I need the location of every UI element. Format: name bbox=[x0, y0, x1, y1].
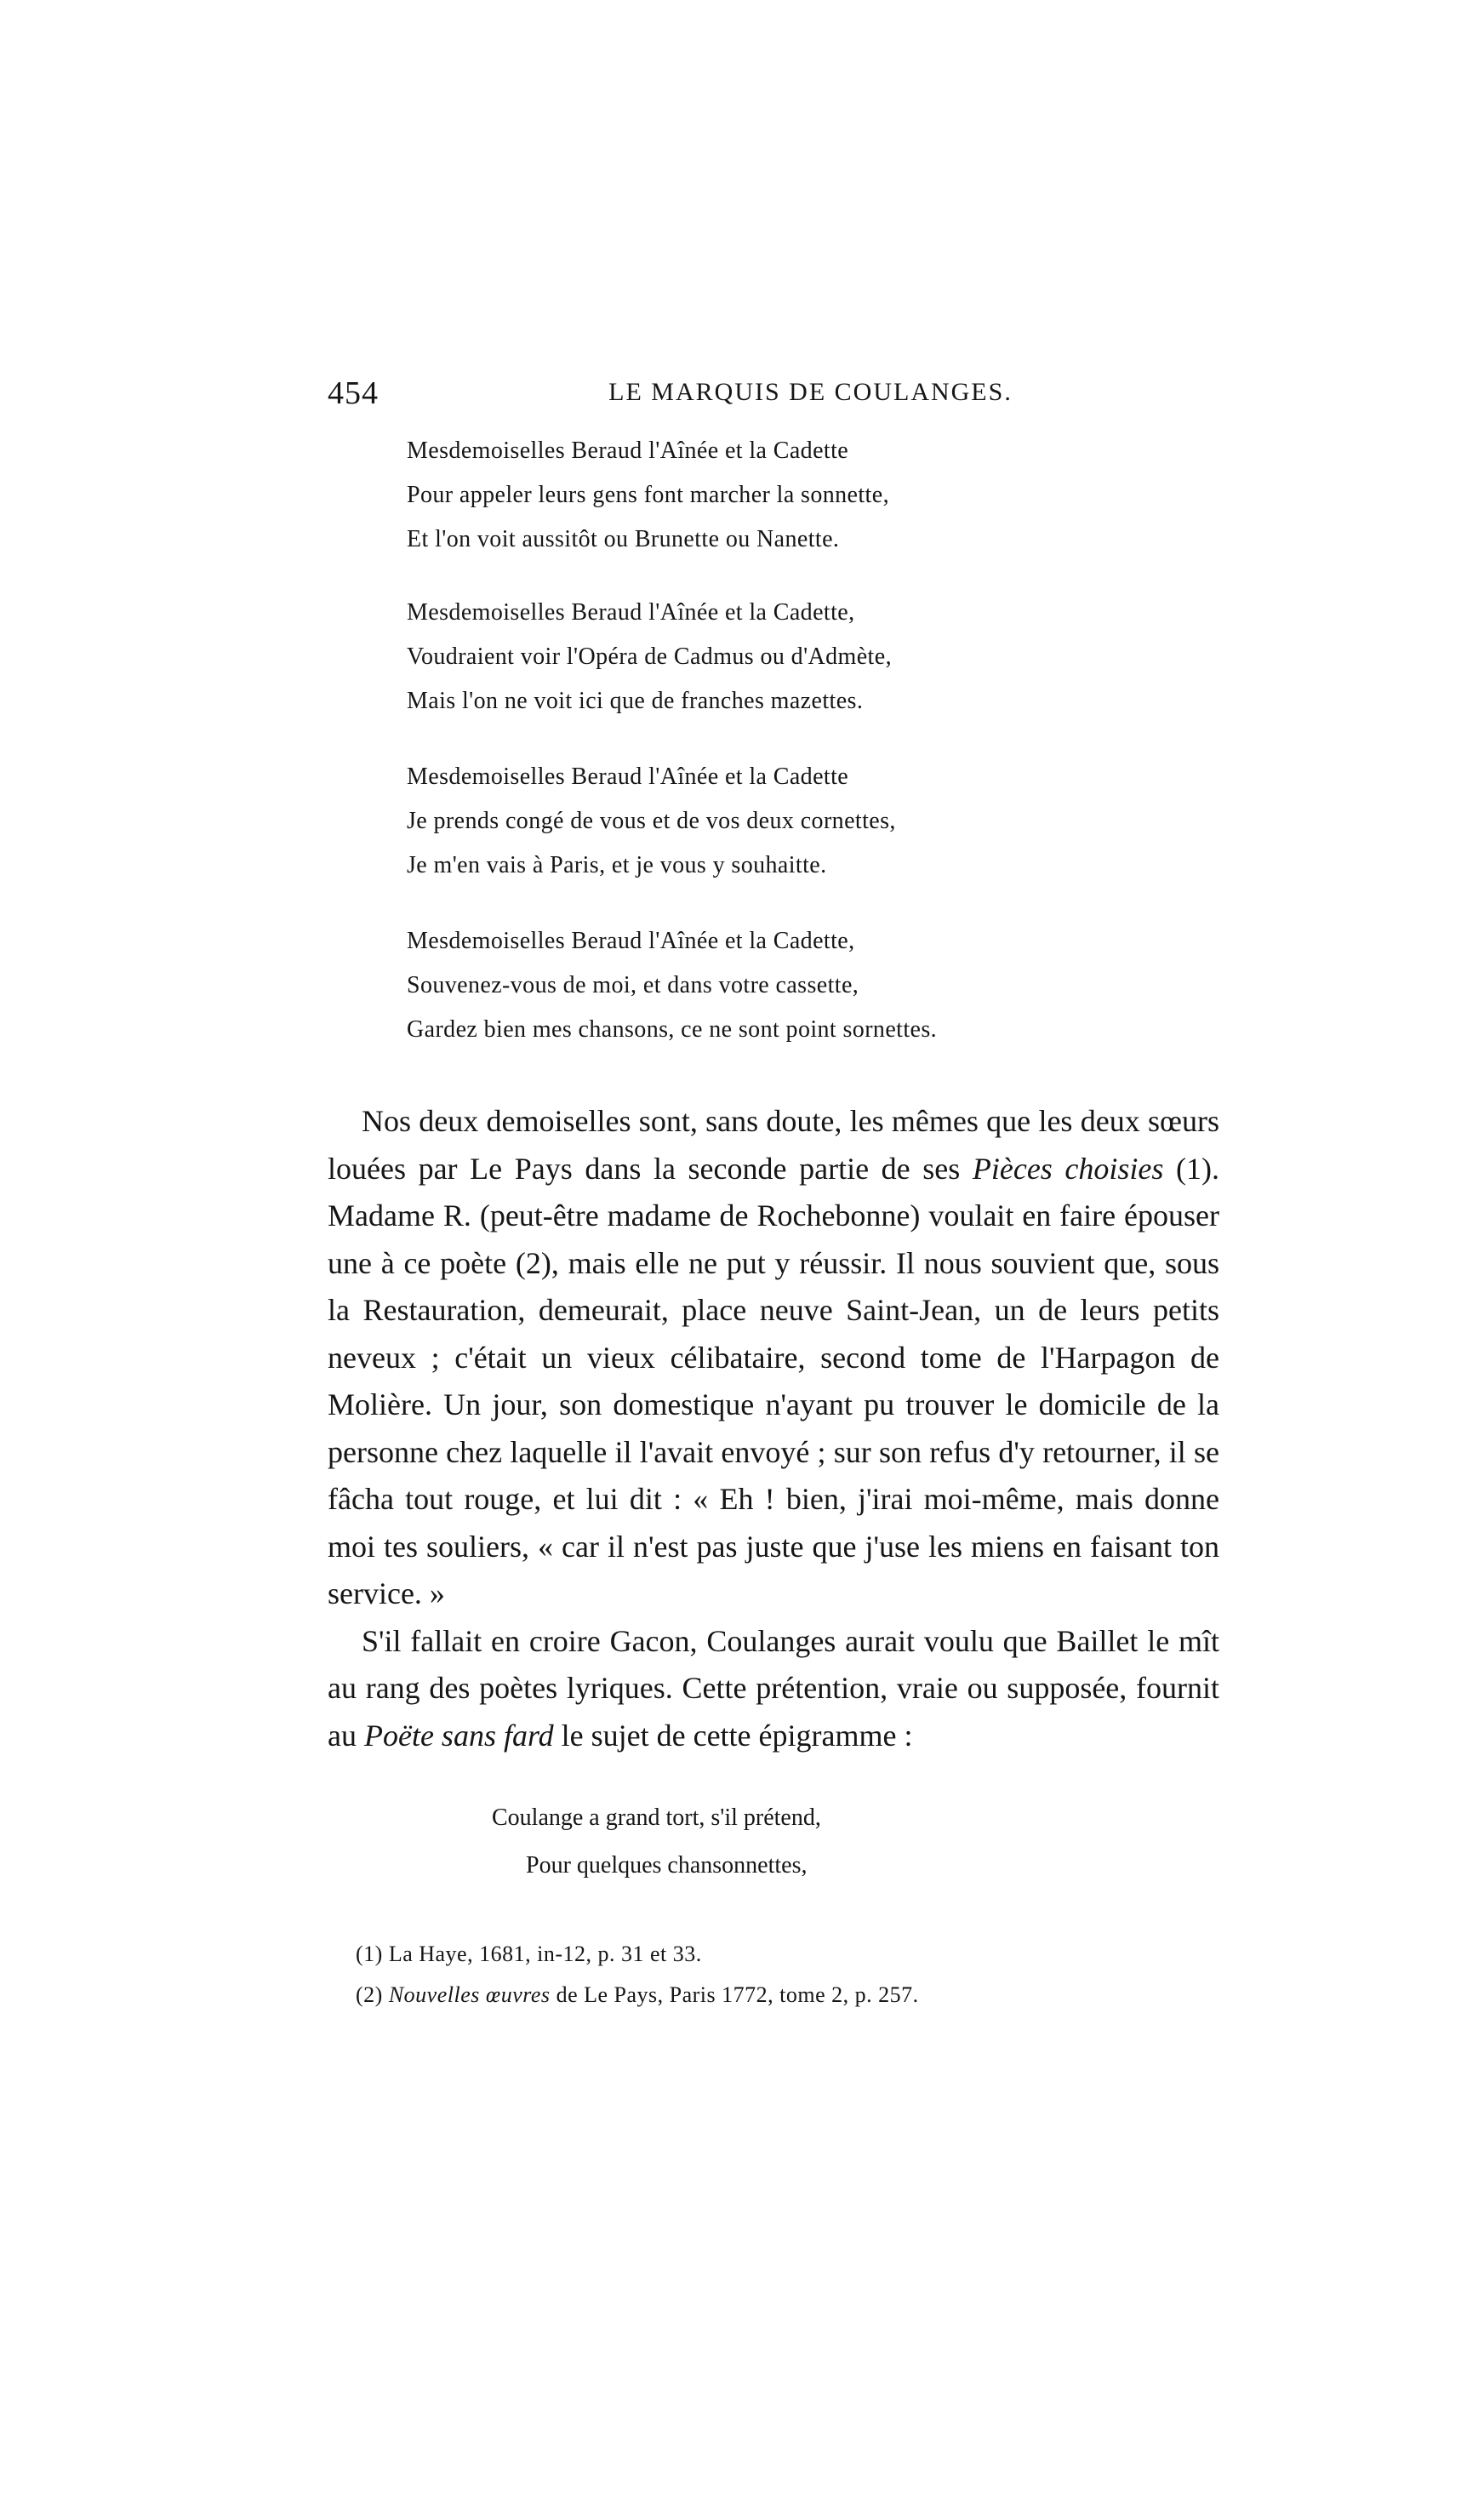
poem-line: Voudraient voir l'Opéra de Cadmus ou d'Admète, bbox=[407, 643, 892, 670]
italic-title: Nouvelles œuvres bbox=[388, 1982, 551, 2007]
body-text bbox=[328, 1098, 1219, 1759]
italic-title: Poëte sans fard bbox=[363, 1718, 554, 1753]
footnote-text: de Le Pays, Paris 1772, tome 2, p. 257. bbox=[550, 1982, 919, 2007]
epigram-line: Coulange a grand tort, s'il prétend, bbox=[492, 1804, 821, 1831]
poem-line: Mesdemoiselles Beraud l'Aînée et la Cadette, bbox=[407, 599, 855, 626]
footnote-1: (1) La Haye, 1681, in-12, p. 31 et 33. bbox=[356, 1942, 702, 1966]
paragraph-1 bbox=[328, 1098, 1219, 1618]
poem-line: Et l'on voit aussitôt ou Brunette ou Nanette. bbox=[407, 526, 840, 552]
page-number: 454 bbox=[328, 375, 379, 411]
paragraph-2 bbox=[328, 1618, 1219, 1760]
poem-stanza-1 bbox=[407, 429, 1173, 562]
poem-line: Mesdemoiselles Beraud l'Aînée et la Cadette, bbox=[407, 928, 855, 954]
poem-line: Je prends congé de vous et de vos deux cornettes, bbox=[407, 808, 896, 834]
poem-line: Mesdemoiselles Beraud l'Aînée et la Cadette bbox=[407, 438, 849, 464]
epigram bbox=[492, 1794, 1087, 1890]
poem-line: Souvenez-vous de moi, et dans votre cassette, bbox=[407, 972, 859, 998]
poem-line: Je m'en vais à Paris, et je vous y souhaitte. bbox=[407, 852, 827, 878]
page-header bbox=[328, 375, 1217, 426]
epigram-line: Pour quelques chansonnettes, bbox=[526, 1852, 808, 1879]
paragraph-text: Nos deux demoiselles sont, sans doute, les mêmes que les deux sœurs louées par Le Pays dans la seconde partie de ses bbox=[328, 1104, 1219, 1186]
poem-stanza-2 bbox=[407, 591, 1173, 723]
poem-line: Gardez bien mes chansons, ce ne sont point sornettes. bbox=[407, 1016, 938, 1043]
italic-title: Pièces choisies bbox=[972, 1151, 1164, 1186]
poem-line: Mesdemoiselles Beraud l'Aînée et la Cadette bbox=[407, 764, 849, 790]
running-title: LE MARQUIS DE COULANGES. bbox=[608, 378, 1013, 406]
paragraph-text: S'il fallait en croire Gacon, Coulanges aurait voulu que Baillet le mît au rang des poètes lyriques. Cette prétention, vraie ou supposée, fournit au bbox=[328, 1623, 1219, 1753]
footnotes bbox=[356, 1934, 1207, 2016]
paragraph-text: le sujet de cette épigramme : bbox=[553, 1718, 913, 1753]
poem-stanza-4 bbox=[407, 919, 1173, 1052]
footnote-marker: (2) bbox=[356, 1982, 389, 2007]
paragraph-text: (1). Madame R. (peut-être madame de Rochebonne) voulait en faire épouser une à ce poète (2), mais elle ne put y réussir. Il nous souvient que, sous la Restauration, demeurait, place neuve Saint-Jean, un de leurs petits neveux ; c'était un vieux célibataire, second tome de l'Harpagon de Molière. Un jour, son domestique n'ayant pu trouver le domicile de la personne chez laquelle il l'avait envoyé ; sur son refus d'y retourner, il se fâcha tout rouge, et lui dit : « Eh ! bien, j'irai moi-même, mais donne moi tes souliers, « car il n'est pas juste que j'use les miens en faisant ton service. » bbox=[328, 1151, 1219, 1610]
footnote-2 bbox=[356, 1975, 1207, 2016]
poem-stanza-3 bbox=[407, 755, 1173, 888]
poem-line: Mais l'on ne voit ici que de franches mazettes. bbox=[407, 688, 864, 714]
poem-line: Pour appeler leurs gens font marcher la sonnette, bbox=[407, 482, 889, 508]
